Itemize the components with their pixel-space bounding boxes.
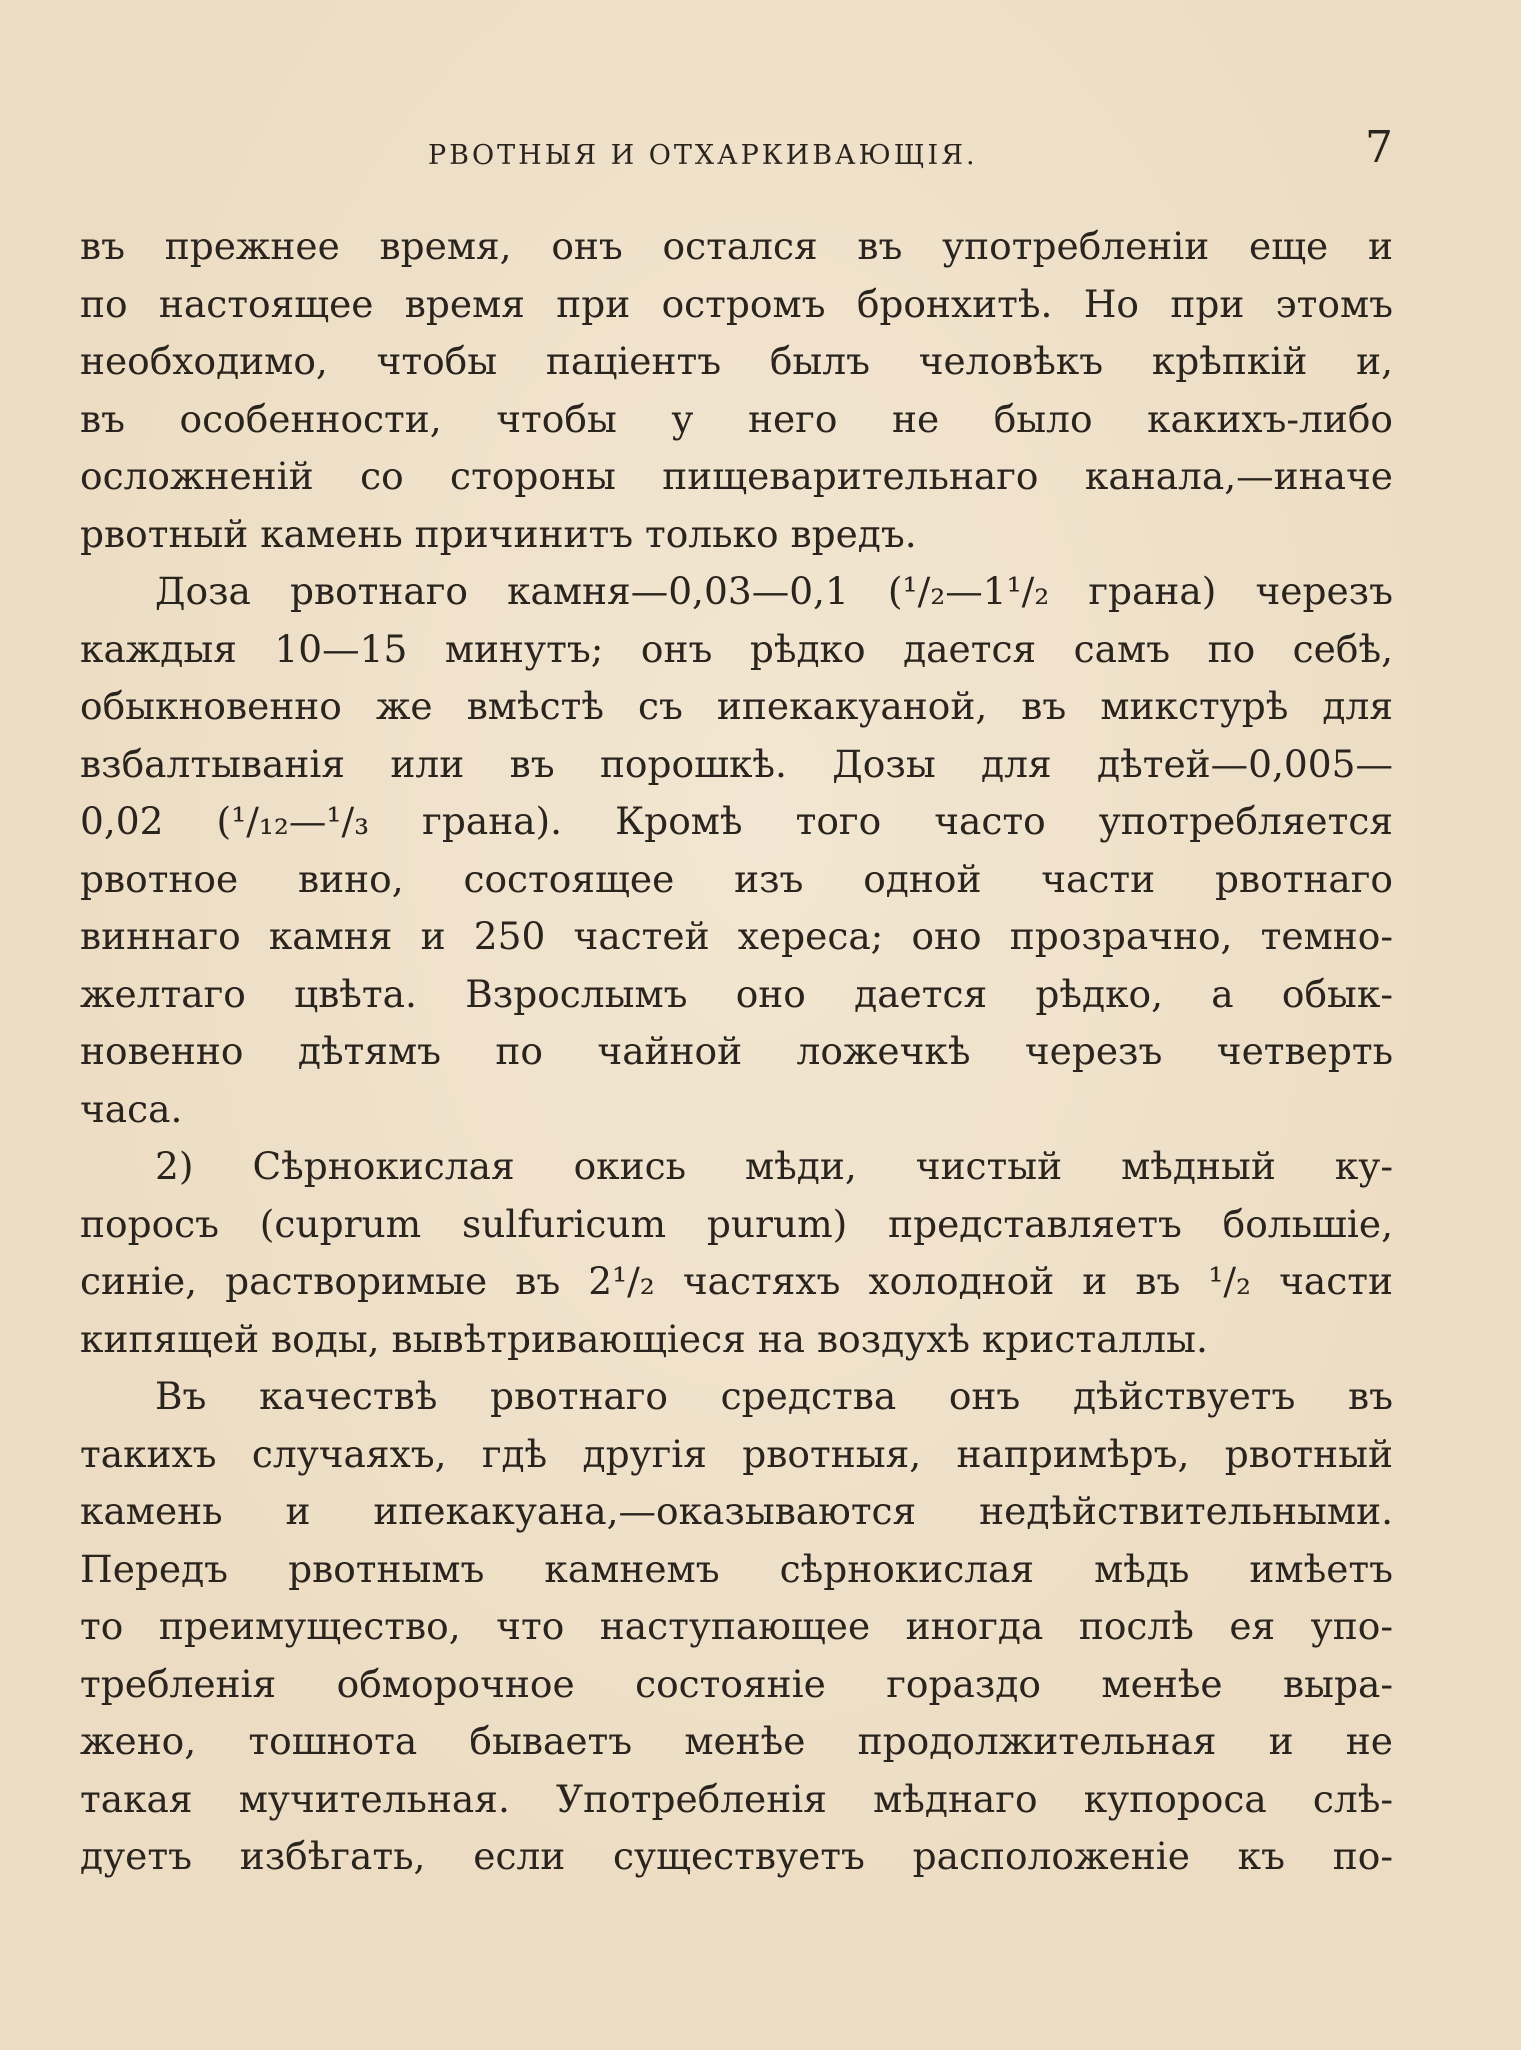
text-line: синіе, растворимые въ 2¹/₂ частяхъ холодной и въ ¹/₂ части bbox=[80, 1259, 1393, 1303]
text-line: такая мучительная. Употребленія мѣднаго купороса слѣ- bbox=[80, 1776, 1393, 1821]
text-line: обыкновенно же вмѣстѣ съ ипекакуаной, въ микстурѣ для bbox=[80, 684, 1393, 728]
text-line: поросъ (cuprum sulfuricum purum) представляетъ большіе, bbox=[80, 1201, 1393, 1246]
text-line: рвотное вино, состоящее изъ одной части рвотнаго bbox=[80, 856, 1393, 901]
text-line: камень и ипекакуана,—оказываются недѣйствительными. bbox=[80, 1489, 1393, 1533]
text-line: то преимущество, что наступающее иногда послѣ ея упо- bbox=[80, 1604, 1393, 1648]
text-line: новенно дѣтямъ по чайной ложечкѣ черезъ четверть bbox=[80, 1029, 1393, 1073]
text-line: требленія обморочное состояніе гораздо менѣе выра- bbox=[80, 1661, 1393, 1706]
text-line: Передъ рвотнымъ камнемъ сѣрнокислая мѣдь имѣетъ bbox=[80, 1546, 1393, 1591]
page-number: 7 bbox=[1365, 122, 1393, 173]
text-line: кипящей воды, вывѣтривающіеся на воздухѣ кристаллы. bbox=[80, 1316, 1208, 1361]
text-line: Въ качествѣ рвотнаго средства онъ дѣйствуетъ въ bbox=[155, 1374, 1393, 1418]
text-line: 0,02 (¹/₁₂—¹/₃ грана). Кромѣ того часто употребляется bbox=[80, 799, 1393, 843]
text-line: такихъ случаяхъ, гдѣ другія рвотныя, напримѣръ, рвотный bbox=[80, 1431, 1393, 1476]
text-line: рвотный камень причинитъ только вредъ. bbox=[80, 511, 917, 556]
text-line: Доза рвотнаго камня—0,03—0,1 (¹/₂—1¹/₂ грана) черезъ bbox=[155, 569, 1393, 613]
text-line: осложненій со стороны пищеварительнаго канала,—иначе bbox=[80, 454, 1393, 498]
text-line: 2) Сѣрнокислая окись мѣди, чистый мѣдный ку- bbox=[155, 1144, 1393, 1188]
text-line: по настоящее время при остромъ бронхитѣ. Но при этомъ bbox=[80, 281, 1393, 326]
body-text bbox=[80, 218, 1393, 1886]
text-line: взбалтыванія или въ порошкѣ. Дозы для дѣтей—0,005— bbox=[80, 741, 1393, 786]
text-line: въ прежнее время, онъ остался въ употребленіи еще и bbox=[80, 224, 1393, 268]
text-line: дуетъ избѣгать, если существуетъ расположеніе къ по- bbox=[80, 1834, 1393, 1878]
text-line: въ особенности, чтобы у него не было какихъ-либо bbox=[80, 396, 1393, 441]
text-line: каждыя 10—15 минутъ; онъ рѣдко дается самъ по себѣ, bbox=[80, 626, 1393, 671]
page-header bbox=[80, 122, 1393, 182]
running-head: РВОТНЫЯ И ОТХАРКИВАЮЩІЯ. bbox=[428, 140, 978, 171]
text-line: жено, тошнота бываетъ менѣе продолжительная и не bbox=[80, 1719, 1393, 1763]
text-line: желтаго цвѣта. Взрослымъ оно дается рѣдко, а обык- bbox=[80, 971, 1393, 1016]
text-line: часа. bbox=[80, 1086, 183, 1131]
text-line: виннаго камня и 250 частей хереса; оно прозрачно, темно- bbox=[80, 914, 1393, 958]
text-line: необходимо, чтобы паціентъ былъ человѣкъ крѣпкій и, bbox=[80, 339, 1393, 383]
